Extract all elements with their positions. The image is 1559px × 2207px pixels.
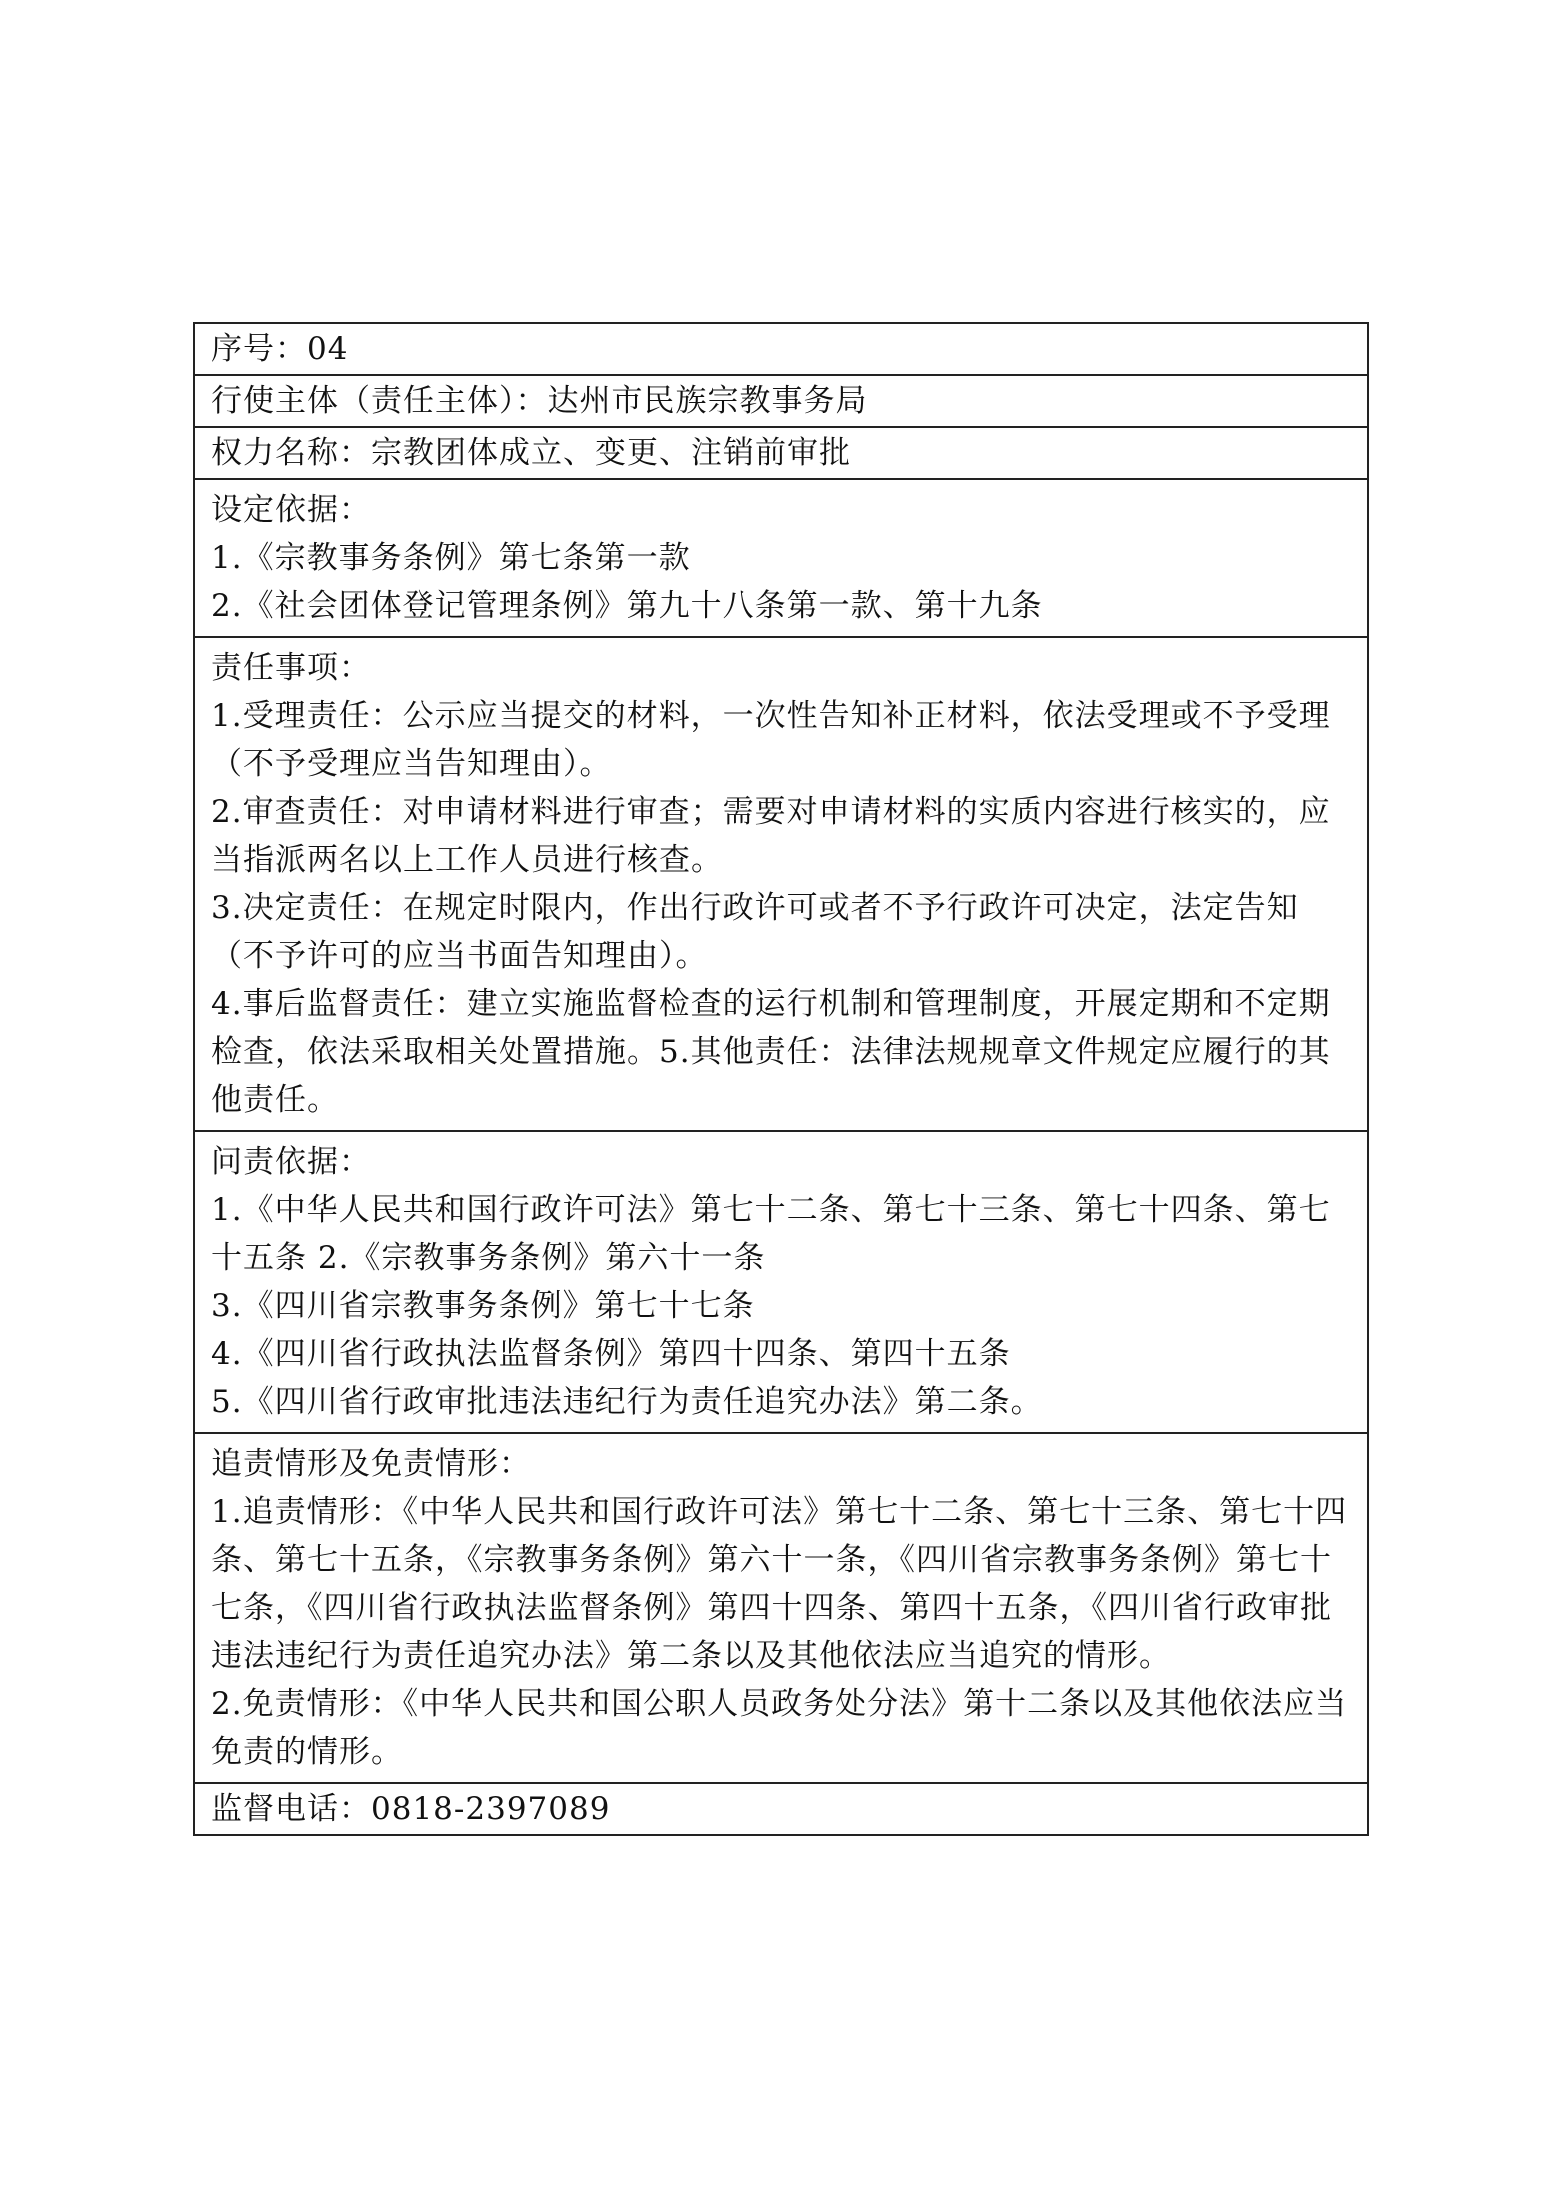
accountability-item: 4.《四川省行政执法监督条例》第四十四条、第四十五条: [211, 1336, 1011, 1372]
accountability-item: 3.《四川省宗教事务条例》第七十七条: [211, 1288, 755, 1324]
accountability-basis: [194, 1131, 1368, 1433]
liability-heading: 追责情形及免责情形：: [211, 1446, 531, 1482]
liability-item: 1.追责情形：《中华人民共和国行政许可法》第七十二条、第七十三条、第七十四条、第七十五条，《宗教事务条例》第六十一条，《四川省宗教事务条例》第七十七条，《四川省行政执法监督条例》第四十四条、第四十五条，《四川省行政审批违法违纪行为责任追究办法》第二条以及其他依法应当追究的情形。: [211, 1494, 1348, 1674]
setting-basis: [194, 479, 1368, 637]
liability-and-exemption: [194, 1433, 1368, 1783]
basis-item: 1.《宗教事务条例》第七条第一款: [211, 540, 691, 576]
responsible-subject: 行使主体（责任主体）：达州市民族宗教事务局: [194, 375, 1368, 427]
row-accountability: [194, 1131, 1368, 1433]
basis-item: 2.《社会团体登记管理条例》第九十八条第一款、第十九条: [211, 588, 1043, 624]
serial-number: 序号：04: [194, 323, 1368, 375]
row-power-name: [194, 427, 1368, 479]
responsibility-item: 1.受理责任：公示应当提交的材料，一次性告知补正材料，依法受理或不予受理（不予受理应当告知理由）。: [211, 698, 1331, 782]
row-phone: [194, 1783, 1368, 1835]
accountability-heading: 问责依据：: [211, 1144, 371, 1180]
power-name: 权力名称：宗教团体成立、变更、注销前审批: [194, 427, 1368, 479]
row-liability: [194, 1433, 1368, 1783]
responsibility-item: 3.决定责任：在规定时限内，作出行政许可或者不予行政许可决定，法定告知（不予许可的应当书面告知理由）。: [211, 890, 1299, 974]
row-serial: [194, 323, 1368, 375]
accountability-item: 5.《四川省行政审批违法违纪行为责任追究办法》第二条。: [211, 1384, 1043, 1420]
row-basis: [194, 479, 1368, 637]
row-responsibilities: [194, 637, 1368, 1131]
responsibilities-heading: 责任事项：: [211, 650, 371, 686]
responsibility-items: [194, 637, 1368, 1131]
responsibility-item: 4.事后监督责任：建立实施监督检查的运行机制和管理制度，开展定期和不定期检查，依法采取相关处置措施。5.其他责任：法律法规规章文件规定应履行的其他责任。: [211, 986, 1331, 1118]
responsibility-item: 2.审查责任：对申请材料进行审查；需要对申请材料的实质内容进行核实的，应当指派两名以上工作人员进行核查。: [211, 794, 1331, 878]
row-subject: [194, 375, 1368, 427]
basis-heading: 设定依据：: [211, 492, 371, 528]
accountability-item: 1.《中华人民共和国行政许可法》第七十二条、第七十三条、第七十四条、第七十五条 2.《宗教事务条例》第六十一条: [211, 1192, 1331, 1276]
supervision-phone: 监督电话：0818-2397089: [194, 1783, 1368, 1835]
exemption-item: 2.免责情形：《中华人民共和国公职人员政务处分法》第十二条以及其他依法应当免责的情形。: [211, 1686, 1348, 1770]
responsibility-table: [193, 322, 1369, 1836]
